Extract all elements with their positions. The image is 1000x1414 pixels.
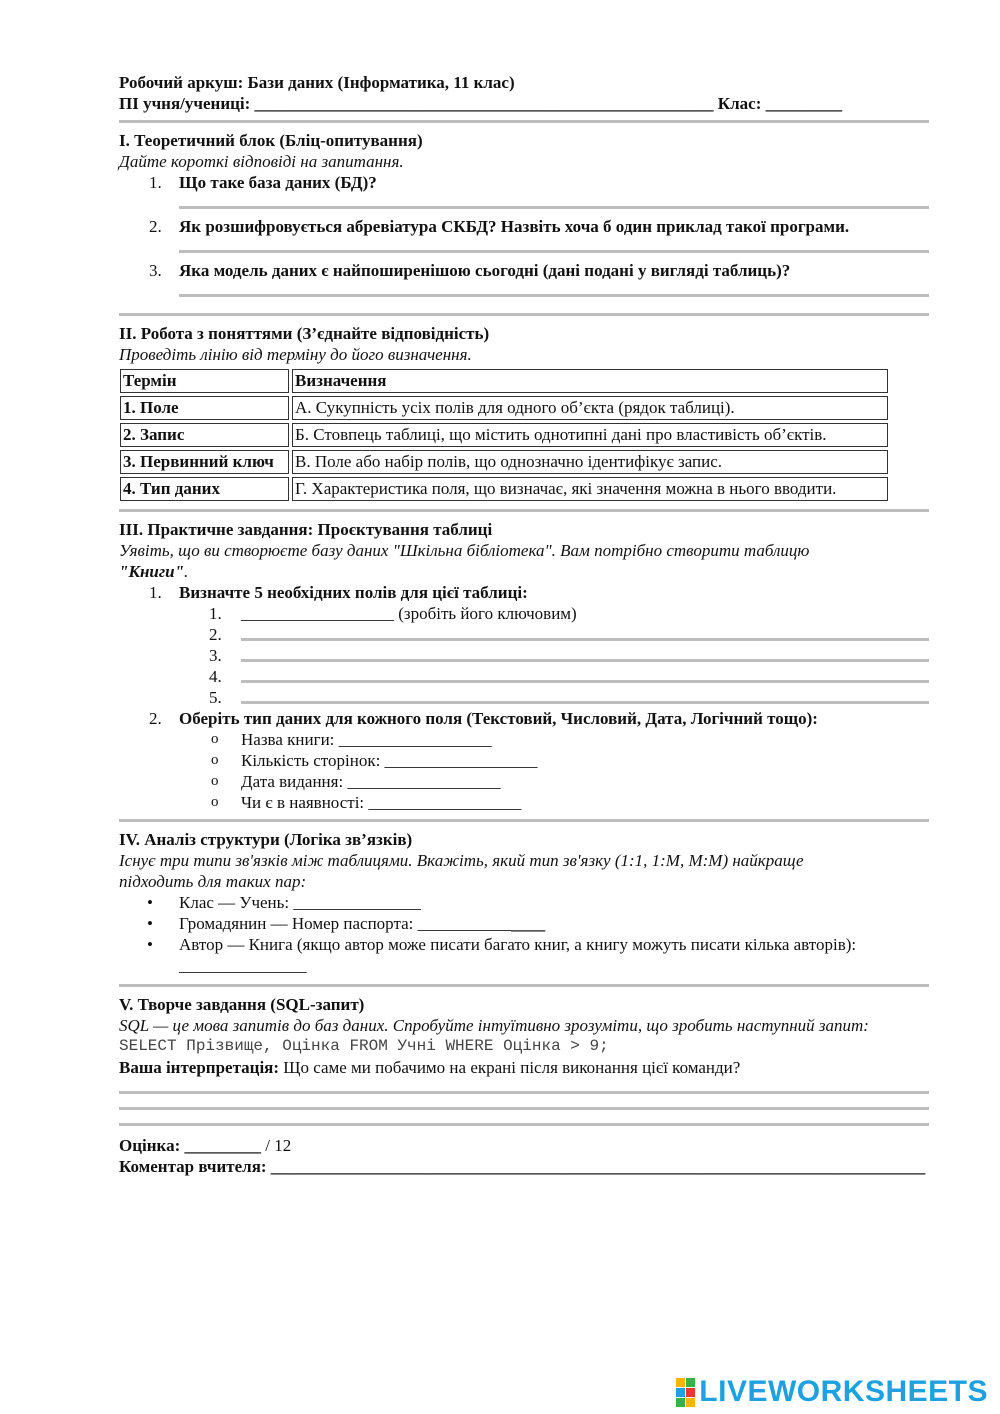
task-text: Оберіть тип даних для кожного поля (Текстовий, Числовий, Дата, Логічний тощо): <box>179 709 818 728</box>
section-3-instruction <box>119 540 929 582</box>
question-1 <box>119 172 929 193</box>
field-answer-line[interactable] <box>241 701 929 704</box>
table-row <box>120 477 888 501</box>
grade-line <box>119 1135 929 1156</box>
section-1-title: I. Теоретичний блок (Бліц-опитування) <box>119 131 423 150</box>
divider <box>119 819 929 822</box>
task-number: 2. <box>149 709 162 728</box>
teacher-comment-line[interactable]: Коментар вчителя: _____________________________________________________________________________ <box>119 1157 926 1176</box>
field-answer-line[interactable] <box>241 680 929 683</box>
task-number: 1. <box>149 583 162 602</box>
question-number: 2. <box>149 217 162 236</box>
section-5-instruction: SQL — це мова запитів до баз даних. Спробуйте інтуїтивно зрозуміти, що зробить наступний запит: <box>119 1016 869 1035</box>
divider <box>119 120 929 123</box>
table-header-row <box>120 369 888 393</box>
pair-blank[interactable]: Клас — Учень: _______________ <box>179 893 421 912</box>
field-answer-line[interactable] <box>241 659 929 662</box>
question-3 <box>119 260 929 281</box>
term-cell[interactable]: 1. Поле <box>120 396 289 420</box>
circle-bullet-icon: o <box>211 731 219 747</box>
table-row <box>120 450 888 474</box>
type-blank[interactable]: Дата видання: __________________ <box>241 772 501 791</box>
type-item <box>119 729 929 750</box>
question-text: Яка модель даних є найпоширенішою сьогодні (дані подані у вигляді таблиць)? <box>179 261 791 280</box>
field-number: 3. <box>209 646 222 665</box>
field-item[interactable] <box>119 666 929 687</box>
divider <box>119 509 929 512</box>
bullet-icon: • <box>147 893 153 912</box>
column-header-term: Термін <box>120 369 289 393</box>
pair-item <box>119 892 929 913</box>
field-item[interactable] <box>119 645 929 666</box>
definition-cell[interactable]: А. Сукупність усіх полів для одного об’єкта (рядок таблиці). <box>292 396 888 420</box>
question-number: 3. <box>149 261 162 280</box>
section-4-title: IV. Аналіз структури (Логіка зв’язків) <box>119 830 413 849</box>
sql-code: SELECT Прізвище, Оцінка FROM Учні WHERE Оцінка > 9; <box>119 1037 609 1055</box>
circle-bullet-icon: o <box>211 794 219 810</box>
answer-line[interactable] <box>119 1107 929 1110</box>
liveworksheets-logo-icon <box>676 1378 695 1407</box>
field-item[interactable] <box>119 687 929 708</box>
task-2 <box>119 708 929 729</box>
definition-cell[interactable]: Б. Стовпець таблиці, що містить однотипні дані про властивість об’єктів. <box>292 423 888 447</box>
worksheet <box>119 72 929 1177</box>
logo-text: LIVEWORKSHEETS <box>699 1375 988 1408</box>
task-text: Визначте 5 необхідних полів для цієї таблиці: <box>179 583 528 602</box>
section-2-instruction: Проведіть лінію від терміну до його визначення. <box>119 345 472 364</box>
divider <box>119 984 929 987</box>
circle-bullet-icon: o <box>211 752 219 768</box>
bullet-icon: • <box>147 914 153 933</box>
grade-label[interactable]: Оцінка: _________ <box>119 1136 261 1155</box>
field-item-1[interactable] <box>119 603 929 624</box>
type-item <box>119 750 929 771</box>
field-blank[interactable]: __________________ (зробіть його ключовим) <box>241 604 577 623</box>
interpretation-text: Що саме ми побачимо на екрані після виконання цієї команди? <box>279 1058 741 1077</box>
question-text: Що таке база даних (БД)? <box>179 173 377 192</box>
field-answer-line[interactable] <box>241 638 929 641</box>
field-number: 4. <box>209 667 222 686</box>
question-text: Як розшифровується абревіатура СКБД? Назвіть хоча б один приклад такої програми. <box>179 217 850 236</box>
grade-max: / 12 <box>261 1136 292 1155</box>
instruction-text: Уявіть, що ви створюєте базу даних "Шкільна бібліотека". Вам потрібно створити таблицю <box>119 541 810 560</box>
task-1 <box>119 582 929 603</box>
pair-item <box>119 913 929 934</box>
section-3-title: III. Практичне завдання: Проєктування таблиці <box>119 520 493 539</box>
field-number: 1. <box>209 604 222 623</box>
type-item <box>119 771 929 792</box>
bullet-icon: • <box>147 935 153 954</box>
answer-line-2[interactable] <box>179 250 929 253</box>
matching-table <box>117 366 891 504</box>
definition-cell[interactable]: В. Поле або набір полів, що однозначно ідентифікує запис. <box>292 450 888 474</box>
pair-item <box>119 934 929 976</box>
worksheet-title: Робочий аркуш: Бази даних (Інформатика, 11 клас) <box>119 73 515 92</box>
pair-text: Автор — Книга (якщо автор може писати багато книг, а книгу можуть писати кілька авторів): <box>179 935 857 954</box>
student-name-line[interactable]: ПІ учня/учениці: ______________________________________________________ Клас: _________ <box>119 94 843 113</box>
answer-line[interactable] <box>119 1091 929 1094</box>
pair-blank[interactable]: Громадянин — Номер паспорта: ___________ <box>179 914 512 933</box>
table-row <box>120 396 888 420</box>
field-number: 5. <box>209 688 222 707</box>
question-2 <box>119 216 929 237</box>
section-5-title: V. Творче завдання (SQL-запит) <box>119 995 365 1014</box>
table-name: "Книги" <box>119 562 185 581</box>
divider <box>119 313 929 316</box>
column-header-definition: Визначення <box>292 369 888 393</box>
section-2-title: II. Робота з поняттями (З’єднайте відповідність) <box>119 324 490 343</box>
pair-blank-tail: ____ <box>511 914 546 933</box>
field-number: 2. <box>209 625 222 644</box>
liveworksheets-logo <box>676 1375 988 1409</box>
type-blank[interactable]: Чи є в наявності: __________________ <box>241 793 522 812</box>
interpretation-prompt <box>119 1057 929 1078</box>
term-cell[interactable]: 3. Первинний ключ <box>120 450 289 474</box>
section-4-instruction: Існує три типи зв'язків між таблицями. Вкажіть, який тип зв'язку (1:1, 1:M, M:M) найкраще підходить для таких пар: <box>119 851 804 891</box>
term-cell[interactable]: 2. Запис <box>120 423 289 447</box>
type-blank[interactable]: Кількість сторінок: __________________ <box>241 751 538 770</box>
table-row <box>120 423 888 447</box>
circle-bullet-icon: o <box>211 773 219 789</box>
type-item <box>119 792 929 813</box>
term-cell[interactable]: 4. Тип даних <box>120 477 289 501</box>
field-item[interactable] <box>119 624 929 645</box>
answer-line-1[interactable] <box>179 206 929 209</box>
question-number: 1. <box>149 173 162 192</box>
answer-line-3[interactable] <box>179 294 929 297</box>
definition-cell[interactable]: Г. Характеристика поля, що визначає, які значення можна в нього вводити. <box>292 477 888 501</box>
type-blank[interactable]: Назва книги: __________________ <box>241 730 492 749</box>
section-1-instruction: Дайте короткі відповіді на запитання. <box>119 152 404 171</box>
instruction-end: . <box>184 562 189 581</box>
divider <box>119 1123 929 1126</box>
interpretation-label: Ваша інтерпретація: <box>119 1058 280 1077</box>
pair-blank[interactable]: _______________ <box>179 956 307 975</box>
